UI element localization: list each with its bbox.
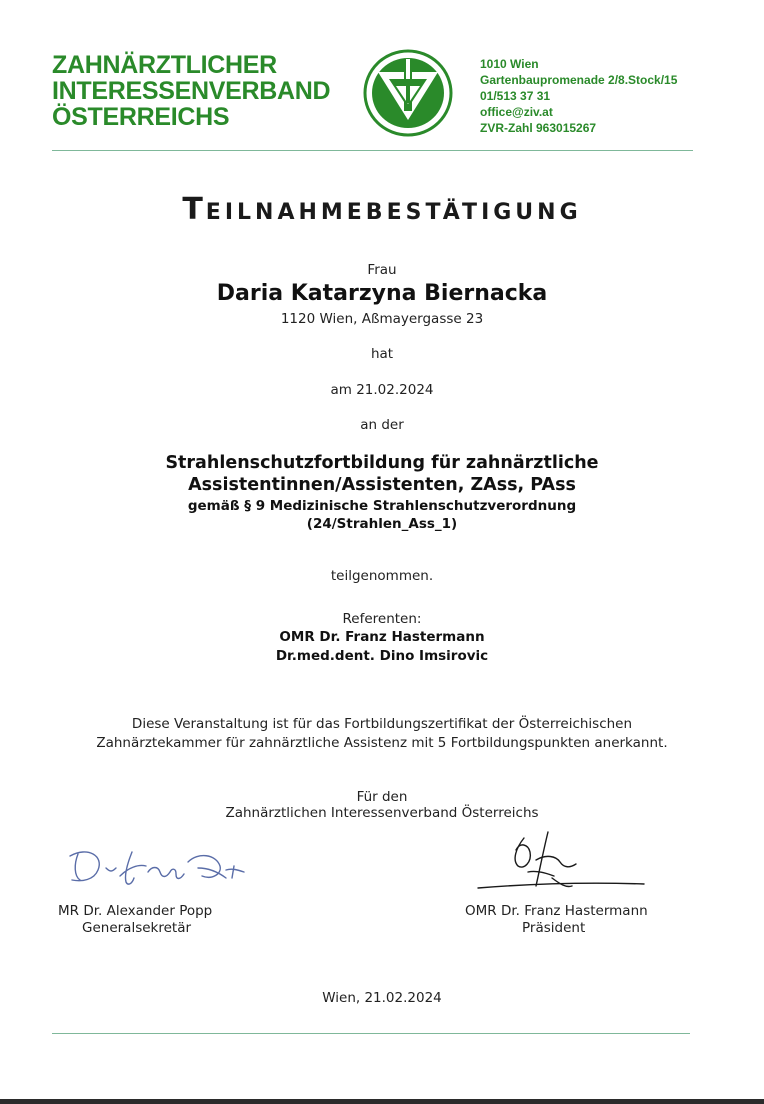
text-participated: teilgenommen. — [330, 568, 434, 584]
course-title-line-1: Strahlenschutzfortbildung für zahnärztliche — [165, 453, 599, 473]
signatory-left-name: MR Dr. Alexander Popp — [58, 903, 213, 919]
course-title-line-2: Assistentinnen/Assistenten, ZAss, PAss — [188, 475, 576, 495]
footer-divider — [52, 1033, 690, 1034]
title-initial: T — [182, 192, 206, 227]
address-line: office@ziv.at — [480, 105, 553, 119]
org-name-line-2: INTERESSENVERBAND — [52, 77, 331, 105]
place-and-date: Wien, 21.02.2024 — [322, 990, 442, 1006]
address-line: Gartenbaupromenade 2/8.Stock/15 — [480, 73, 678, 87]
org-name-line-3: ÖSTERREICHS — [52, 103, 230, 131]
course-regulation: gemäß § 9 Medizinische Strahlenschutzverordnung — [187, 498, 577, 514]
address-line: 01/513 37 31 — [480, 89, 551, 103]
for-label: Für den — [356, 789, 408, 805]
document-title — [0, 192, 764, 227]
accreditation-note-line-1: Diese Veranstaltung ist für das Fortbildungszertifikat der Österreichischen — [131, 716, 633, 732]
speakers-label: Referenten: — [342, 611, 422, 627]
signatory-right-name: OMR Dr. Franz Hastermann — [465, 903, 648, 919]
text-hat: hat — [370, 346, 394, 362]
signatory-left-role: Generalsekretär — [82, 920, 192, 936]
organization-name — [52, 52, 330, 130]
title-rest: EILNAHMEBESTÄTIGUNG — [205, 200, 582, 225]
signature-right — [468, 828, 658, 900]
page-edge — [0, 1099, 764, 1104]
signatory-right-role: Präsident — [522, 920, 586, 936]
ziv-logo-icon — [362, 48, 454, 138]
signature-left — [48, 838, 258, 898]
accreditation-note-line-2: Zahnärztekammer für zahnärztliche Assistenz mit 5 Fortbildungspunkten anerkannt. — [96, 735, 668, 751]
event-date: am 21.02.2024 — [330, 382, 434, 398]
speaker-name: Dr.med.dent. Dino Imsirovic — [275, 648, 489, 664]
address-line: ZVR-Zahl 963015267 — [480, 121, 597, 135]
salutation: Frau — [367, 262, 397, 278]
org-name-line-1: ZAHNÄRZTLICHER — [52, 51, 277, 79]
header-divider — [52, 150, 693, 151]
for-organization: Zahnärztlichen Interessenverband Österreichs — [225, 805, 539, 821]
speaker-name: OMR Dr. Franz Hastermann — [279, 629, 485, 645]
course-code: (24/Strahlen_Ass_1) — [306, 516, 458, 532]
organization-address — [480, 56, 677, 136]
address-line: 1010 Wien — [480, 57, 539, 71]
text-an-der: an der — [360, 417, 404, 433]
recipient-name: Daria Katarzyna Biernacka — [216, 281, 548, 306]
recipient-address: 1120 Wien, Aßmayergasse 23 — [280, 311, 484, 327]
